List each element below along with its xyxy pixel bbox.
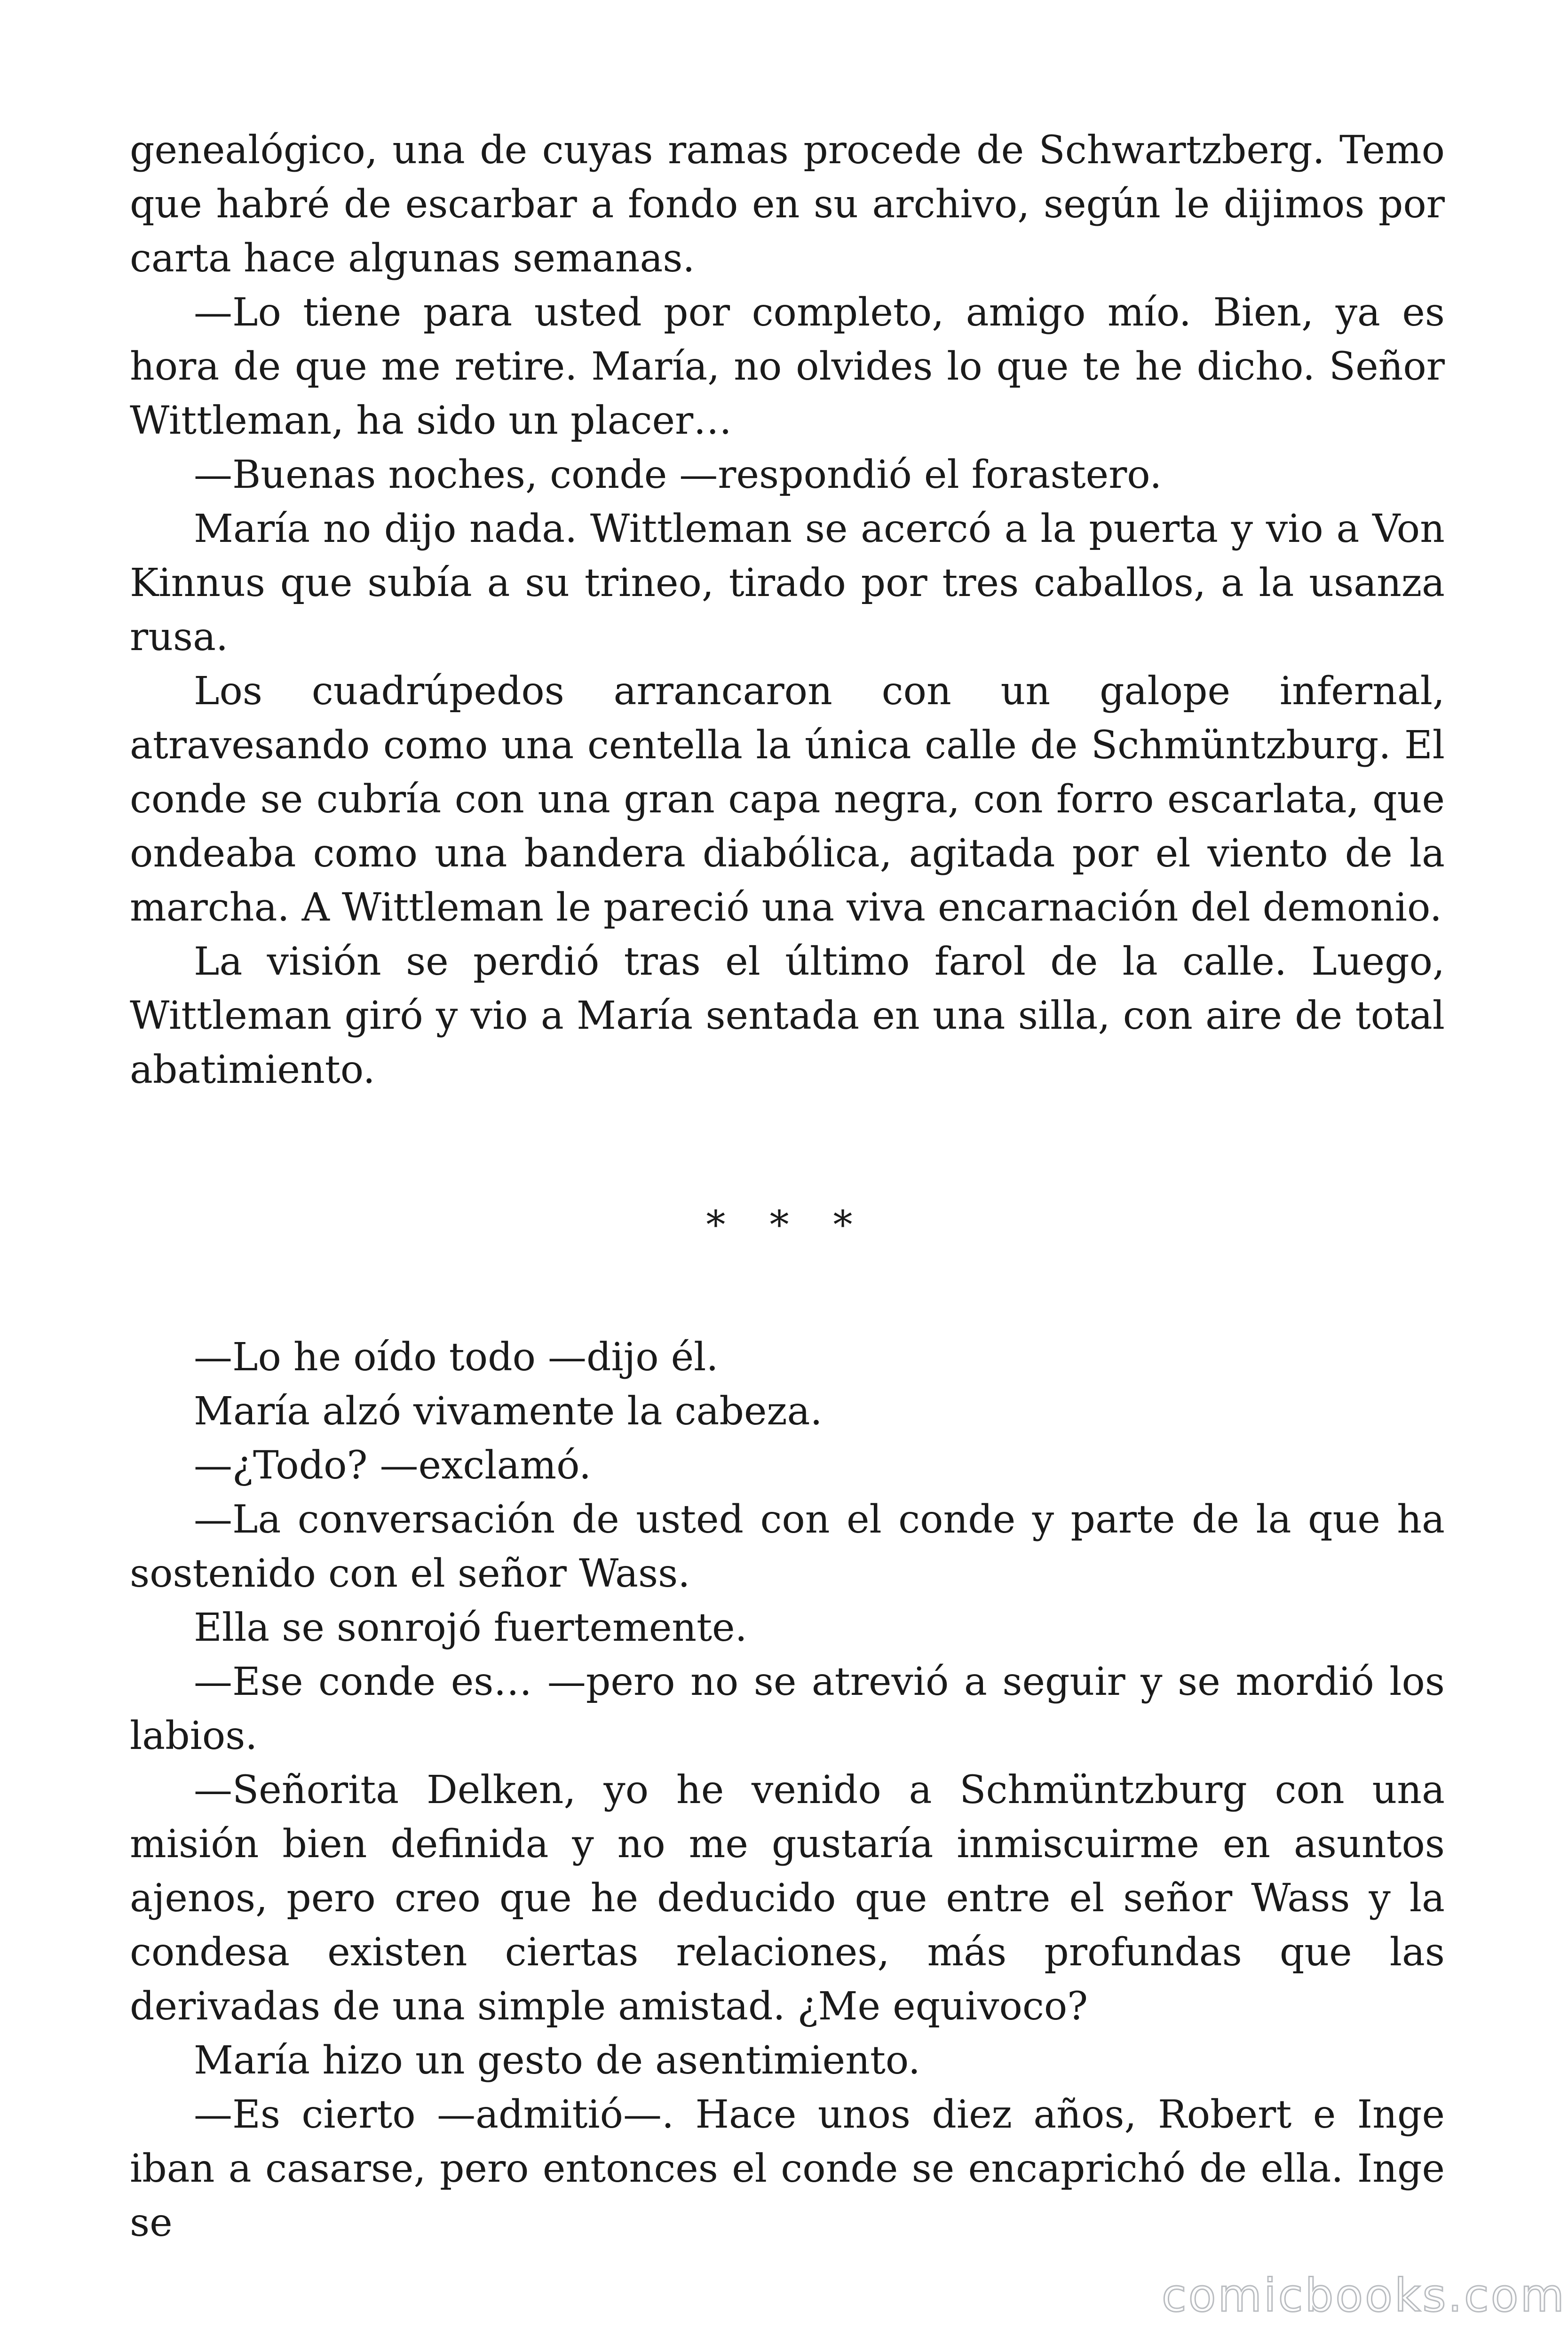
paragraph: María no dijo nada. Wittleman se acercó a la puerta y vio a Von Kinnus que subía a su trineo, tirado por tres caballos, a la usanza rusa. <box>130 507 1445 660</box>
paragraph: —Es cierto —admitió—. Hace unos diez años, Robert e Inge iban a casarse, pero entonces el conde se encaprichó de ella. Inge se <box>130 2092 1445 2245</box>
paragraph: —¿Todo? —exclamó. <box>194 1443 592 1488</box>
paragraph: —Lo he oído todo —dijo él. <box>194 1335 719 1380</box>
paragraph: María alzó vivamente la cabeza. <box>194 1389 823 1434</box>
paragraph: María hizo un gesto de asentimiento. <box>194 2038 920 2083</box>
paragraph: —Señorita Delken, yo he venido a Schmüntzburg con una misión bien definida y no me gustaría inmiscuirme en asuntos ajenos, pero creo que he deducido que entre el señor Wass y la condesa existen ciertas relaciones, más profundas que las derivadas de una simple amistad. ¿Me equivoco? <box>130 1768 1445 2029</box>
paragraph: Ella se sonrojó fuertemente. <box>194 1605 747 1650</box>
book-page <box>130 123 1445 2250</box>
paragraph: —Ese conde es… —pero no se atrevió a seguir y se mordió los labios. <box>130 1660 1445 1758</box>
paragraph: Los cuadrúpedos arrancaron con un galope infernal, atravesando como una centella la única calle de Schmüntzburg. El conde se cubría con una gran capa negra, con forro escarlata, que ondeaba como una bandera diabólica, agitada por el viento de la marcha. A Wittleman le pareció una viva encarnación del demonio. <box>130 669 1445 930</box>
paragraph: La visión se perdió tras el último farol de la calle. Luego, Wittleman giró y vio a María sentada en una silla, con aire de total abatimiento. <box>130 939 1445 1092</box>
watermark: comicbooks.com <box>1162 2269 1567 2322</box>
paragraph: —Lo tiene para usted por completo, amigo mío. Bien, ya es hora de que me retire. María, no olvides lo que te he dicho. Señor Wittleman, ha sido un placer… <box>130 290 1445 443</box>
section-break-asterisks: * * * <box>706 1203 869 1248</box>
paragraph: —La conversación de usted con el conde y parte de la que ha sostenido con el señor Wass. <box>130 1497 1445 1596</box>
paragraph-continuation: genealógico, una de cuyas ramas procede de Schwartzberg. Temo que habré de escarbar a fondo en su archivo, según le dijimos por carta hace algunas semanas. <box>130 128 1445 281</box>
paragraph: —Buenas noches, conde —respondió el forastero. <box>194 453 1162 497</box>
section-break <box>130 1097 1445 1330</box>
